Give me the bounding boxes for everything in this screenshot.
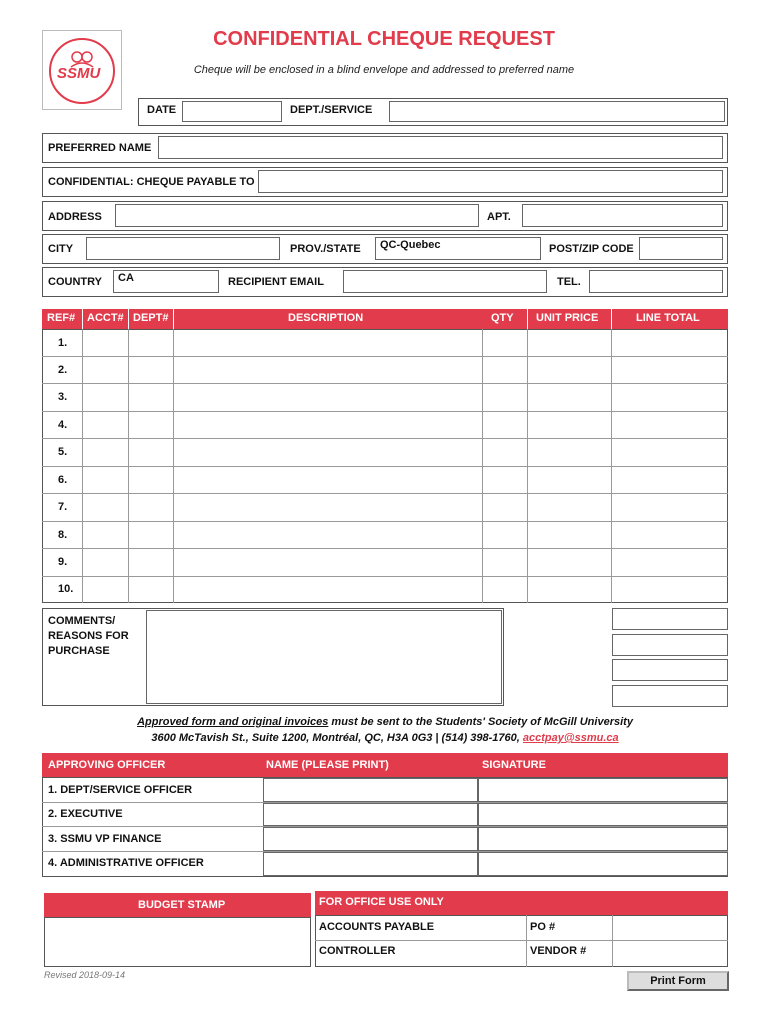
postal-label: POST/ZIP CODE — [549, 243, 634, 255]
email-input[interactable] — [343, 270, 547, 293]
header-dept: DEPT# — [133, 312, 169, 324]
subtotal-field[interactable] — [612, 608, 728, 630]
apt-label: APT. — [487, 211, 511, 223]
print-form-button[interactable]: Print Form — [627, 971, 729, 991]
office-use-header — [315, 891, 728, 915]
tel-input[interactable] — [589, 270, 723, 293]
approval-signature-input[interactable] — [478, 803, 728, 826]
approval-officer-header: APPROVING OFFICER — [48, 759, 166, 771]
vendor-label: VENDOR # — [530, 945, 587, 957]
approval-header — [42, 753, 728, 777]
notice-line2 — [42, 732, 728, 744]
table-row: 8. — [58, 529, 68, 541]
header-line-total: LINE TOTAL — [636, 312, 700, 324]
approval-signature-input[interactable] — [478, 827, 728, 851]
approval-signature-input[interactable] — [478, 778, 728, 802]
notice-rest: must be sent to the Students' Society of McGill University — [328, 716, 633, 728]
apt-input[interactable] — [522, 204, 723, 227]
postal-input[interactable] — [639, 237, 723, 260]
notice-underlined: Approved form and original invoices — [137, 716, 329, 728]
approval-row: 3. SSMU VP FINANCE — [48, 833, 162, 845]
page-title: CONFIDENTIAL CHEQUE REQUEST — [213, 28, 555, 50]
country-input[interactable]: CA — [113, 270, 219, 293]
approval-row: 1. DEPT/SERVICE OFFICER — [48, 784, 193, 796]
approval-signature-input[interactable] — [478, 852, 728, 876]
approval-name-input[interactable] — [263, 778, 478, 802]
budget-stamp-header — [44, 893, 311, 917]
comments-input[interactable] — [146, 610, 502, 704]
approval-name-header: NAME (PLEASE PRINT) — [266, 759, 389, 771]
header-ref: REF# — [47, 312, 76, 324]
table-row: 6. — [58, 474, 68, 486]
table-row: 5. — [58, 446, 68, 458]
table-row: 2. — [58, 364, 68, 376]
approval-signature-header: SIGNATURE — [482, 759, 546, 771]
dept-label: DEPT./SERVICE — [290, 104, 373, 116]
controller-label: CONTROLLER — [319, 945, 396, 957]
table-row: 7. — [58, 501, 68, 513]
table-row: 9. — [58, 556, 68, 568]
address-input[interactable] — [115, 204, 479, 227]
notice-address: 3600 McTavish St., Suite 1200, Montréal, QC, H3A 0G3 | (514) 398-1760, — [151, 732, 523, 744]
preferred-name-label: PREFERRED NAME — [48, 142, 152, 154]
notice-line1 — [42, 716, 728, 728]
preferred-name-input[interactable] — [158, 136, 723, 159]
tel-label: TEL. — [557, 276, 581, 288]
prov-label: PROV./STATE — [290, 243, 361, 255]
email-link[interactable]: acctpay@ssmu.ca — [522, 732, 619, 744]
address-label: ADDRESS — [48, 211, 102, 223]
tax1-field[interactable] — [612, 634, 728, 656]
logo — [42, 30, 122, 110]
city-label: CITY — [48, 243, 74, 255]
budget-stamp-label: BUDGET STAMP — [138, 899, 226, 911]
payable-input[interactable] — [258, 170, 723, 193]
header-qty: QTY — [491, 312, 514, 324]
header-unit-price: UNIT PRICE — [536, 312, 599, 324]
payable-label: CONFIDENTIAL: CHEQUE PAYABLE TO — [48, 176, 255, 188]
city-input[interactable] — [86, 237, 280, 260]
table-row: 1. — [58, 337, 68, 349]
tax2-field[interactable] — [612, 659, 728, 681]
revised-date: Revised 2018-09-14 — [44, 970, 126, 980]
email-label: RECIPIENT EMAIL — [228, 276, 324, 288]
date-input[interactable] — [182, 101, 282, 122]
header-description: DESCRIPTION — [288, 312, 364, 324]
approval-name-input[interactable] — [263, 852, 478, 876]
items-table-header — [42, 309, 728, 329]
page-subtitle: Cheque will be enclosed in a blind envelope and addressed to preferred name — [193, 64, 575, 76]
table-row: 10. — [58, 583, 74, 595]
date-label: DATE — [147, 104, 177, 116]
approval-row: 4. ADMINISTRATIVE OFFICER — [48, 857, 204, 869]
po-label: PO # — [530, 921, 556, 933]
prov-select[interactable]: QC-Quebec — [375, 237, 541, 260]
accounts-payable-label: ACCOUNTS PAYABLE — [319, 921, 435, 933]
table-row: 4. — [58, 419, 68, 431]
budget-stamp-box — [44, 917, 311, 967]
country-label: COUNTRY — [48, 276, 102, 288]
dept-input[interactable] — [389, 101, 725, 122]
approval-name-input[interactable] — [263, 827, 478, 851]
logo-text: SSMU — [57, 65, 101, 82]
approval-row: 2. EXECUTIVE — [48, 808, 123, 820]
table-row: 3. — [58, 391, 68, 403]
office-use-label: FOR OFFICE USE ONLY — [319, 896, 444, 908]
header-acct: ACCT# — [87, 312, 124, 324]
approval-name-input[interactable] — [263, 803, 478, 826]
comments-label: COMMENTS/ REASONS FOR PURCHASE — [48, 615, 129, 657]
total-field[interactable] — [612, 685, 728, 707]
